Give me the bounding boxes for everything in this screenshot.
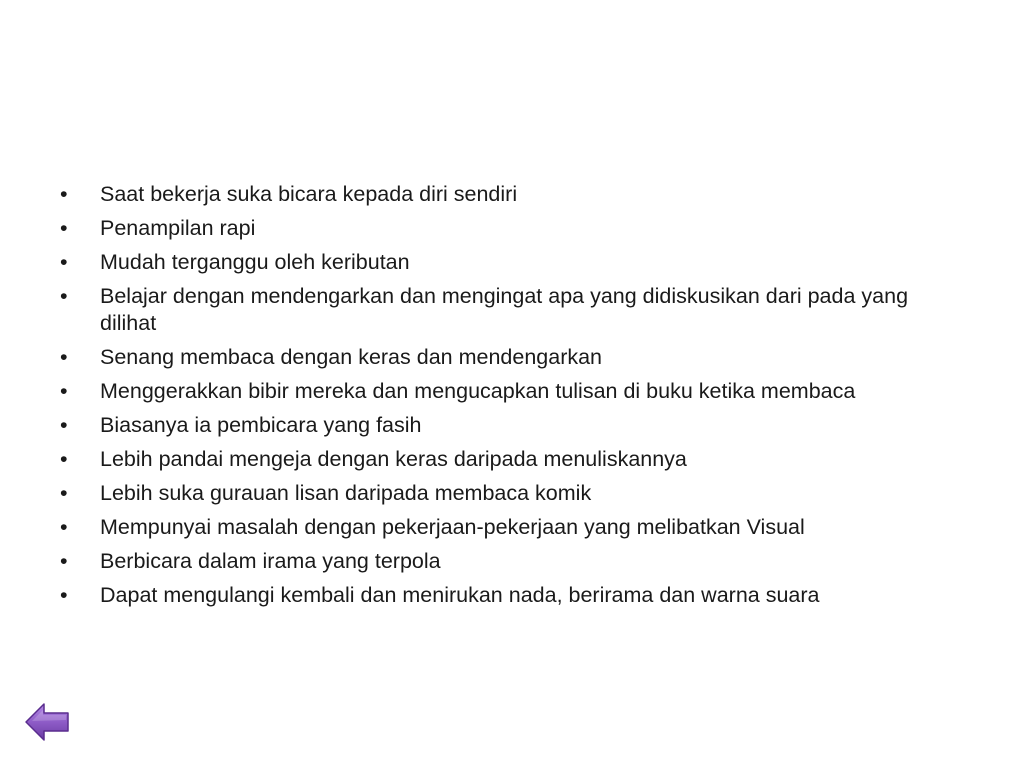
list-item	[58, 446, 968, 473]
list-item-text: Saat bekerja suka bicara kepada diri sendiri	[100, 182, 518, 206]
list-item	[58, 378, 968, 405]
back-button[interactable]	[24, 700, 70, 744]
list-item-text: Menggerakkan bibir mereka dan mengucapkan tulisan di buku ketika membaca	[100, 379, 856, 403]
list-item-text: Lebih suka gurauan lisan daripada membaca komik	[100, 481, 592, 505]
bullet-icon: •	[60, 549, 68, 573]
list-item-text: Berbicara dalam irama yang terpola	[100, 549, 441, 573]
list-item	[58, 480, 968, 507]
list-item	[58, 181, 968, 208]
list-item	[58, 283, 968, 337]
list-item-text: Biasanya ia pembicara yang fasih	[100, 413, 422, 437]
bullet-icon: •	[60, 182, 68, 206]
list-item-text: Mempunyai masalah dengan pekerjaan-pekerjaan yang melibatkan Visual	[100, 515, 805, 539]
bullet-icon: •	[60, 413, 68, 437]
list-item	[58, 412, 968, 439]
bullet-icon: •	[60, 379, 68, 403]
list-item	[58, 344, 968, 371]
bullet-icon: •	[60, 250, 68, 274]
list-item	[58, 514, 968, 541]
list-item	[58, 249, 968, 276]
list-item	[58, 548, 968, 575]
list-item-text: Mudah terganggu oleh keributan	[100, 250, 410, 274]
bullet-icon: •	[60, 481, 68, 505]
bullet-icon: •	[60, 216, 68, 240]
list-item-text: Penampilan rapi	[100, 216, 256, 240]
bullet-icon: •	[60, 345, 68, 369]
list-item	[58, 215, 968, 242]
bullet-icon: •	[60, 284, 68, 308]
list-item-text: Dapat mengulangi kembali dan menirukan nada, berirama dan warna suara	[100, 583, 820, 607]
list-item-text: Senang membaca dengan keras dan mendengarkan	[100, 345, 603, 369]
bullet-icon: •	[60, 447, 68, 471]
list-item	[58, 582, 968, 609]
bullet-icon: •	[60, 515, 68, 539]
bullet-icon: •	[60, 583, 68, 607]
list-item-text: Lebih pandai mengeja dengan keras daripada menuliskannya	[100, 447, 687, 471]
list-item-text: Belajar dengan mendengarkan dan mengingat apa yang didiskusikan dari pada yang dilihat	[100, 284, 909, 335]
left-arrow-icon	[24, 700, 70, 744]
bullet-list	[58, 181, 968, 616]
